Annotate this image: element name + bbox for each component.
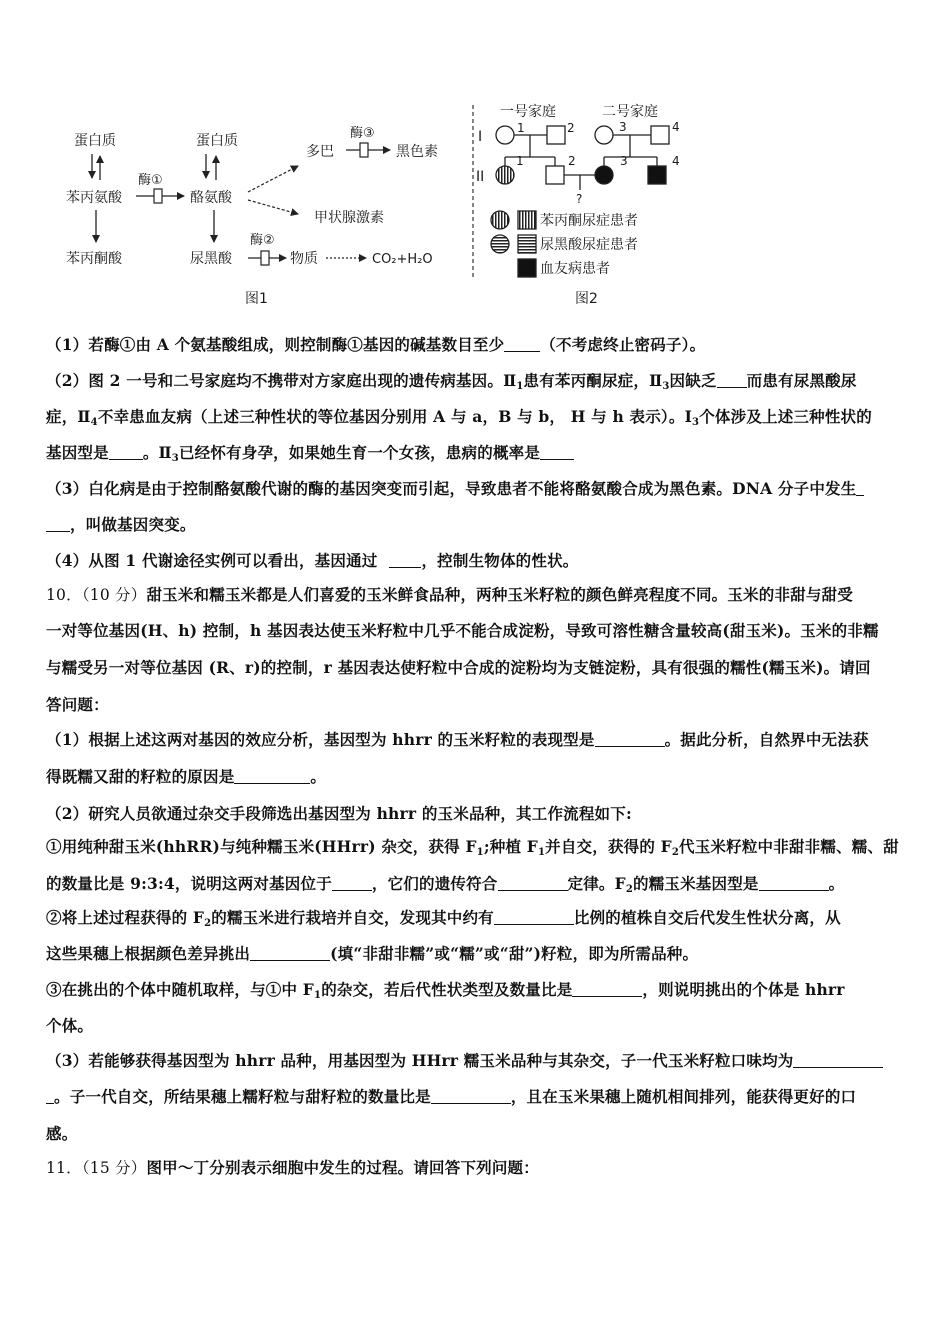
text: （1）若酶①由 A 个氨基酸组成，则控制酶①基因的碱基数目至少 — [46, 335, 505, 354]
text: 这些果穗上根据颜色差异挑出 — [46, 944, 251, 963]
answer-blank[interactable] — [332, 876, 372, 891]
generation-1-label: I — [478, 129, 483, 145]
pedigree-II1-number: 1 — [516, 154, 524, 168]
q10-part2-step2-line-1 — [46, 908, 912, 928]
subscript: 3 — [171, 453, 179, 463]
text: ②将上述过程获得的 F — [46, 908, 205, 927]
answer-blank[interactable] — [431, 1089, 511, 1104]
text: ，它们的遗传符合 — [371, 874, 498, 893]
q9-part3-line-1 — [46, 479, 912, 499]
answer-blank[interactable] — [793, 1053, 883, 1068]
q9-part3-line-2 — [46, 515, 912, 535]
text: （4）从图 1 代谢途径实例可以看出，基因通过 — [46, 551, 378, 570]
q9-part2-line-2 — [46, 407, 912, 427]
q10-part2-intro — [46, 804, 912, 824]
label-enzyme-1: 酶① — [138, 173, 163, 188]
q10-part1-line-1 — [46, 730, 912, 750]
pedigree-II3-number: 3 — [620, 154, 628, 168]
text: 已经怀有身孕，如果她生育一个女孩，患病的概率是 — [178, 443, 541, 462]
unborn-child-question: ? — [576, 192, 583, 206]
text: （不考虑终止密码子）。 — [540, 335, 706, 354]
text: 。据此分析，自然界中无法获 — [664, 730, 869, 749]
subscript: 4 — [90, 417, 98, 427]
q10-part2-step1-line-1 — [46, 837, 912, 857]
figure-1-caption: 图1 — [245, 291, 268, 307]
text: （1）根据上述这两对基因的效应分析，基因型为 hhrr 的玉米籽粒的表现型是 — [46, 730, 595, 749]
node-melanin: 黑色素 — [396, 144, 438, 160]
answer-blank[interactable] — [389, 553, 421, 568]
q10-intro-line-1 — [46, 585, 912, 605]
q10-part2-step1-line-2 — [46, 874, 912, 894]
text: 得既糯又甜的籽粒的原因是 — [46, 767, 235, 786]
text: 的糯玉米进行栽培并自交，发现其中约有 — [211, 908, 494, 927]
text: 个体。 — [46, 1016, 94, 1035]
text: 。 — [828, 874, 845, 893]
arrow-dashed-dopa — [248, 166, 298, 192]
text: 症，Ⅱ — [46, 407, 91, 426]
text: 代玉米籽粒中非甜非糯、糯、甜 — [679, 837, 899, 856]
pedigree-I4-male — [651, 126, 669, 144]
answer-blank[interactable] — [856, 481, 864, 496]
q10-part3-line-1 — [46, 1051, 912, 1071]
q10-intro-line-3 — [46, 658, 912, 678]
text: 。 — [310, 767, 327, 786]
question-10-number: 10．（10 分） — [46, 586, 147, 604]
answer-blank[interactable] — [46, 1089, 54, 1104]
family-1-label: 一号家庭 — [500, 104, 556, 120]
text: （3）白化病是由于控制酪氨酸代谢的酶的基因突变而引起，导致患者不能将酪氨酸合成为黑色素。DNA 分子中发生 — [46, 479, 857, 498]
pedigree-I2-number: 2 — [567, 121, 575, 135]
answer-blank[interactable] — [46, 517, 70, 532]
pedigree-II3-female-alkaptonuria — [595, 166, 613, 184]
legend-icon-male-pku — [518, 211, 536, 229]
question-11-number: 11．（15 分） — [46, 1159, 147, 1177]
q9-part2-line-1 — [46, 371, 912, 391]
generation-2-label: II — [476, 169, 485, 185]
legend-label-alkaptonuria: 尿黑酸尿症患者 — [540, 237, 638, 253]
answer-blank[interactable] — [109, 445, 143, 460]
node-thyroxine: 甲状腺激素 — [314, 210, 384, 226]
node-phenylalanine: 苯丙氨酸 — [66, 190, 122, 206]
pedigree-I1-female — [496, 126, 514, 144]
text: 并自交，获得的 F — [545, 837, 672, 856]
text: 定律。F — [567, 874, 626, 893]
text: 。Ⅱ — [142, 443, 172, 462]
text: ，且在玉米果穗上随机相间排列，能获得更好的口 — [510, 1087, 857, 1106]
pedigree-I3-number: 3 — [619, 120, 627, 134]
pedigree-II2-male — [546, 166, 564, 184]
node-tyrosine: 酪氨酸 — [190, 190, 232, 206]
node-dopa: 多巴 — [306, 144, 334, 160]
q9-part2-line-3 — [46, 443, 912, 463]
block-enzyme-3 — [360, 143, 368, 157]
text: 感。 — [46, 1124, 78, 1143]
text: 比例的植株自交后代发生性状分离，从 — [573, 908, 841, 927]
answer-blank[interactable] — [595, 732, 665, 747]
answer-blank[interactable] — [572, 982, 642, 997]
q10-part2-step2-line-2 — [46, 944, 912, 964]
pedigree-II4-male-hemophilia — [648, 166, 666, 184]
text: （2）图 2 一号和二号家庭均不携带对方家庭出现的遗传病基因。Ⅱ — [46, 371, 517, 390]
text: （2）研究人员欲通过杂交手段筛选出基因型为 hhrr 的玉米品种，其工作流程如下: — [46, 804, 632, 823]
text: 基因型是 — [46, 443, 109, 462]
legend-icon-male-hemophilia — [518, 259, 536, 277]
legend-label-pku: 苯丙酮尿症患者 — [540, 213, 638, 229]
q10-intro-line-2 — [46, 621, 912, 641]
text: (填“非甜非糯”或“糯”或“甜”)籽粒，即为所需品种。 — [330, 944, 699, 963]
q10-part1-line-2 — [46, 767, 912, 787]
figure-2-caption: 图2 — [575, 291, 598, 307]
answer-blank[interactable] — [250, 946, 330, 961]
node-co2-h2o: CO₂+H₂O — [372, 252, 433, 267]
q10-part2-step3-line-2 — [46, 1016, 912, 1036]
block-enzyme-1 — [154, 189, 162, 203]
q10-part3-line-3 — [46, 1124, 912, 1144]
text: 而患有尿黑酸尿 — [746, 371, 857, 390]
pedigree-I1-number: 1 — [517, 121, 525, 135]
text: ，控制生物体的性状。 — [421, 551, 579, 570]
label-enzyme-2: 酶② — [250, 233, 275, 248]
q10-part3-line-2 — [46, 1087, 912, 1107]
figure-1-metabolic-pathway — [66, 126, 438, 307]
pedigree-I3-female — [595, 126, 613, 144]
node-substance: 物质 — [290, 251, 318, 267]
legend-icon-female-pku — [491, 211, 509, 229]
legend-label-hemophilia: 血友病患者 — [540, 261, 610, 277]
arrow-dashed-thyroxine — [248, 200, 298, 214]
text: ，则说明挑出的个体是 hhrr — [642, 980, 845, 999]
label-enzyme-3: 酶③ — [350, 126, 375, 141]
text: ;种植 F — [483, 837, 538, 856]
text: ③在挑出的个体中随机取样，与①中 F — [46, 980, 315, 999]
node-protein-left: 蛋白质 — [74, 133, 116, 149]
answer-blank[interactable] — [759, 876, 829, 891]
subscript: 3 — [692, 417, 700, 427]
text: ①用纯种甜玉米(hhRR)与纯种糯玉米(HHrr) 杂交，获得 F — [46, 837, 477, 856]
text: 的糯玉米基因型是 — [633, 874, 759, 893]
text: 甜玉米和糯玉米都是人们喜爱的玉米鲜食品种，两种玉米籽粒的颜色鲜亮程度不同。玉米的非甜与甜受 — [146, 585, 853, 604]
text: 不幸患血友病（上述三种性状的等位基因分别用 A 与 a，B 与 b， H 与 h 表示）。I — [97, 407, 693, 426]
answer-blank[interactable] — [234, 769, 310, 784]
text: 的杂交，若后代性状类型及数量比是 — [321, 980, 573, 999]
text: 图甲～丁分别表示细胞中发生的过程。请回答下列问题： — [146, 1158, 539, 1177]
text: 患有苯丙酮尿症，Ⅱ — [523, 371, 663, 390]
text: 的数量比是 9:3:4，说明这两对基因位于 — [46, 874, 332, 893]
text: 一对等位基因(H、h) 控制，h 基因表达使玉米籽粒中几乎不能合成淀粉，导致可溶性糖含量较高(甜玉米)。玉米的非糯 — [46, 621, 879, 640]
text: 与糯受另一对等位基因 (R、r)的控制，r 基因表达使籽粒中合成的淀粉均为支链淀粉，具有很强的糯性(糯玉米)。请回 — [46, 658, 871, 677]
pedigree-II1-female-phenylketonuria — [496, 166, 514, 184]
q10-part2-step3-line-1 — [46, 980, 912, 1000]
subscript: 1 — [516, 381, 524, 391]
node-homogentisic-acid: 尿黑酸 — [190, 251, 232, 267]
pedigree-II4-number: 4 — [672, 154, 680, 168]
answer-blank[interactable] — [540, 445, 574, 460]
subscript: 2 — [671, 847, 680, 857]
text: 。子一代自交，所结果穗上糯籽粒与甜籽粒的数量比是 — [54, 1087, 431, 1106]
block-enzyme-2 — [261, 251, 269, 265]
pedigree-I4-number: 4 — [672, 120, 680, 134]
text: 因缺乏 — [669, 371, 717, 390]
pedigree-I2-male — [547, 126, 565, 144]
answer-blank[interactable] — [504, 337, 540, 352]
q11-intro-line — [46, 1158, 912, 1178]
text: 个体涉及上述三种性状的 — [699, 407, 872, 426]
text: （3）若能够获得基因型为 hhrr 品种，用基因型为 HHrr 糯玉米品种与其杂交，子一代玉米籽粒口味均为 — [46, 1051, 794, 1070]
text: 答问题： — [46, 695, 109, 714]
subscript: 1 — [476, 847, 484, 857]
legend-icon-male-alkaptonuria — [518, 235, 536, 253]
node-protein-mid: 蛋白质 — [196, 133, 238, 149]
node-phenylpyruvate: 苯丙酮酸 — [66, 251, 122, 267]
family-2-label: 二号家庭 — [602, 104, 658, 120]
subscript: 3 — [662, 381, 670, 391]
pedigree-II2-number: 2 — [568, 154, 576, 168]
figure-2-pedigree — [476, 104, 680, 307]
q9-part4-line — [46, 551, 912, 571]
subscript: 1 — [537, 847, 546, 857]
q10-intro-line-4 — [46, 695, 912, 715]
subscript: 2 — [625, 884, 633, 894]
subscript: 2 — [204, 918, 212, 928]
answer-blank[interactable] — [717, 373, 747, 388]
answer-blank[interactable] — [494, 910, 574, 925]
subscript: 1 — [314, 990, 322, 1000]
figure-area — [0, 0, 950, 320]
q9-part1-line — [46, 335, 912, 355]
legend-icon-female-alkaptonuria — [491, 235, 509, 253]
answer-blank[interactable] — [498, 876, 568, 891]
text: ，叫做基因突变。 — [70, 515, 196, 534]
